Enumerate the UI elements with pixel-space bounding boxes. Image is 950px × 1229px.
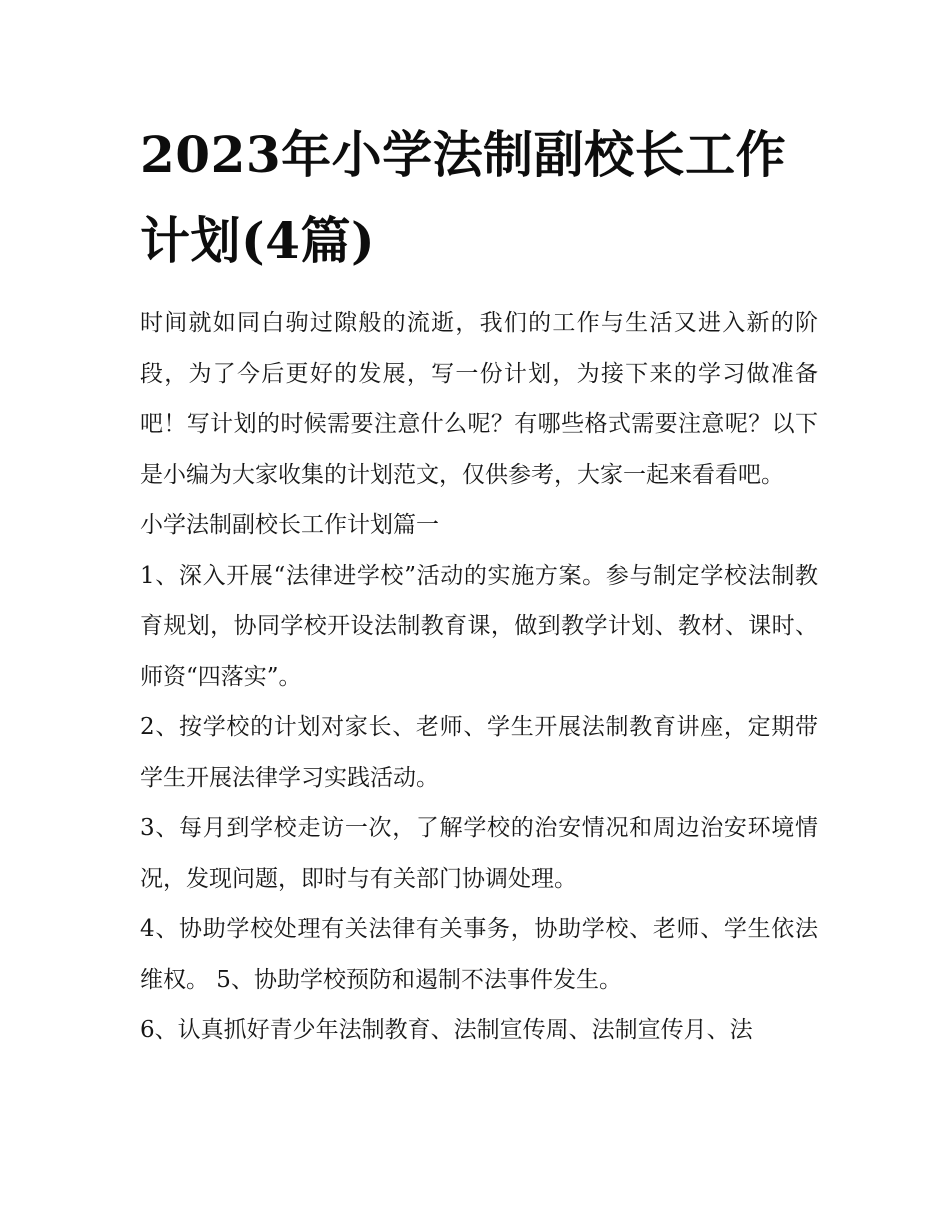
list-item: 4、协助学校处理有关法律有关事务，协助学校、老师、学生依法维权。 5、协助学校预防和遏制不法事件发生。 (140, 916, 818, 993)
document-title: 2023年小学法制副校长工作计划(4篇) (140, 125, 787, 270)
list-item: 6、认真抓好青少年法制教育、法制宣传周、法制宣传月、法 (140, 1017, 753, 1043)
list-item: 3、每月到学校走访一次，了解学校的治安情况和周边治安环境情况，发现问题，即时与有关部门协调处理。 (140, 815, 818, 892)
list-item: 1、深入开展“法律进学校”活动的实施方案。参与制定学校法制教育规划，协同学校开设法制教育课，做到教学计划、教材、课时、师资“四落实”。 (140, 562, 818, 690)
intro-paragraph: 时间就如同白驹过隙般的流逝，我们的工作与生活又进入新的阶段，为了今后更好的发展，写一份计划，为接下来的学习做准备吧！写计划的时候需要注意什么呢？有哪些格式需要注意呢？以下是小编为大家收集的计划范文，仅供参考，大家一起来看看吧。 (140, 310, 818, 488)
section-heading: 小学法制副校长工作计划篇一 (140, 512, 439, 538)
document-body (140, 112, 818, 1056)
list-item: 2、按学校的计划对家长、老师、学生开展法制教育讲座，定期带学生开展法律学习实践活动。 (140, 714, 818, 791)
